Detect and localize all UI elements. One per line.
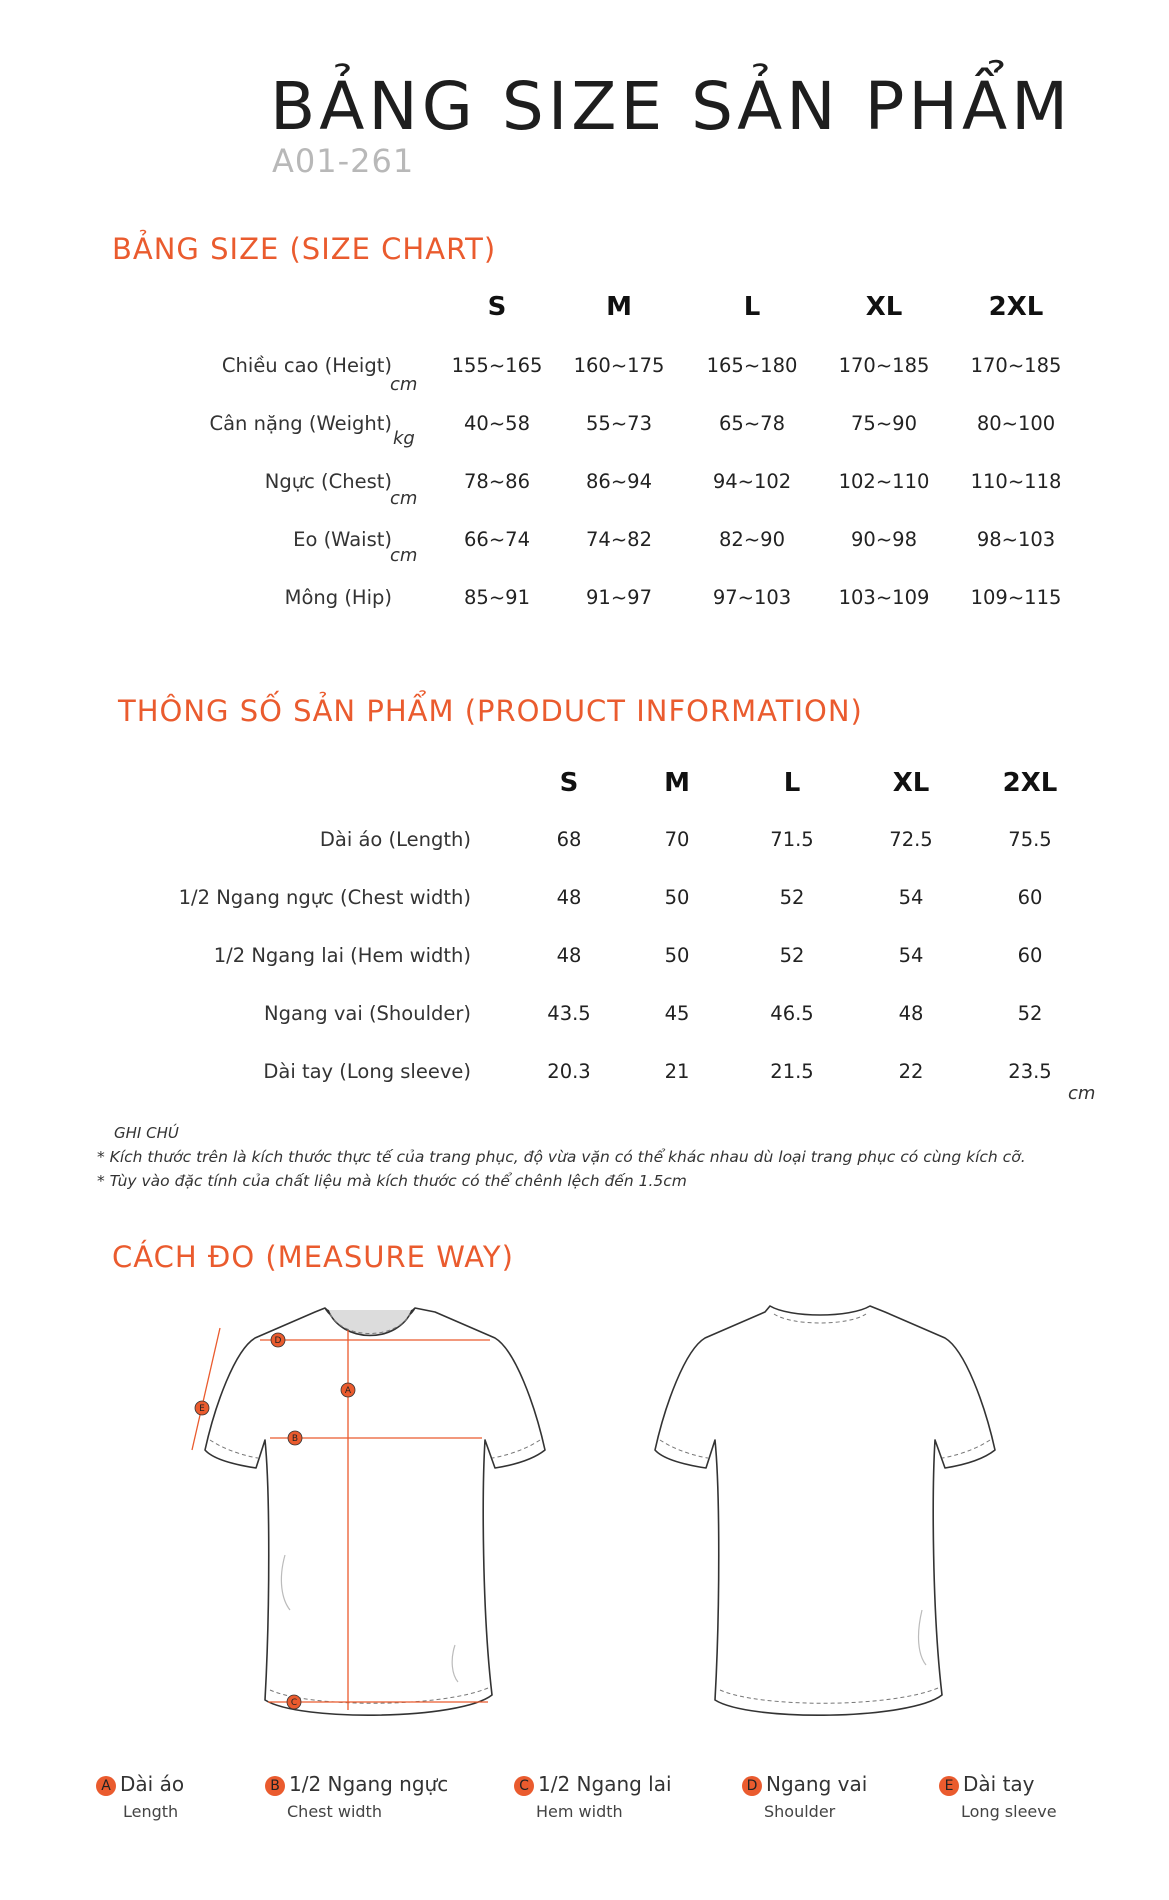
size-cell: 160~175 <box>573 354 665 377</box>
legend-sub: Shoulder <box>764 1802 836 1821</box>
size-cell: 94~102 <box>712 470 792 493</box>
size-cell: 109~115 <box>970 586 1062 609</box>
legend-item-a <box>96 1772 184 1832</box>
size-cell: 91~97 <box>586 586 652 609</box>
size-cell: 40~58 <box>464 412 530 435</box>
legend-label: Ngang vai <box>766 1772 868 1796</box>
size-cell: 170~185 <box>838 354 930 377</box>
size-header-2xl: 2XL <box>988 292 1044 322</box>
size-row-unit: cm <box>390 545 418 566</box>
legend-item-c <box>514 1772 672 1832</box>
size-cell: 86~94 <box>586 470 652 493</box>
badge-a: A <box>96 1776 116 1796</box>
size-header-l: L <box>743 292 761 322</box>
tshirt-back-diagram <box>640 1290 1010 1730</box>
product-header-s: S <box>559 768 579 798</box>
size-cell: 74~82 <box>586 528 652 551</box>
size-row-label: Cân nặng (Weight) <box>209 412 392 435</box>
product-info-title: THÔNG SỐ SẢN PHẨM (PRODUCT INFORMATION) <box>118 694 863 728</box>
size-cell: 90~98 <box>851 528 917 551</box>
size-cell: 78~86 <box>464 470 530 493</box>
product-code: A01-261 <box>272 142 415 180</box>
product-header-m: M <box>664 768 690 798</box>
legend-item-b <box>265 1772 448 1832</box>
product-cell: 50 <box>664 886 690 909</box>
product-cell: 75.5 <box>1008 828 1052 851</box>
product-cell: 50 <box>664 944 690 967</box>
product-row-label: Dài áo (Length) <box>319 828 471 851</box>
size-row-unit: cm <box>390 488 418 509</box>
size-row-label: Ngực (Chest) <box>264 470 392 493</box>
product-cell: 48 <box>556 944 582 967</box>
size-header-s: S <box>487 292 507 322</box>
product-cell: 68 <box>556 828 582 851</box>
size-cell: 97~103 <box>712 586 792 609</box>
svg-text:E: E <box>199 1404 205 1414</box>
product-cell: 21 <box>664 1060 690 1083</box>
size-cell: 110~118 <box>970 470 1062 493</box>
size-cell: 82~90 <box>719 528 785 551</box>
size-row-label: Mông (Hip) <box>284 586 392 609</box>
badge-c: C <box>514 1776 534 1796</box>
size-row-unit: cm <box>390 374 418 395</box>
product-row-label: Dài tay (Long sleeve) <box>263 1060 471 1083</box>
product-cell: 48 <box>898 1002 924 1025</box>
size-cell: 170~185 <box>970 354 1062 377</box>
product-cell: 21.5 <box>770 1060 814 1083</box>
legend-sub: Hem width <box>536 1802 623 1821</box>
product-cell: 71.5 <box>770 828 814 851</box>
measure-title: CÁCH ĐO (MEASURE WAY) <box>112 1240 514 1274</box>
size-header-m: M <box>606 292 632 322</box>
product-cell: 70 <box>664 828 690 851</box>
notes-title: GHI CHÚ <box>114 1124 179 1142</box>
product-row-label: 1/2 Ngang ngực (Chest width) <box>178 886 471 909</box>
legend-sub: Length <box>123 1802 179 1821</box>
legend-label: 1/2 Ngang ngực <box>289 1772 449 1796</box>
size-chart-title: BẢNG SIZE (SIZE CHART) <box>112 232 497 266</box>
legend-label: 1/2 Ngang lai <box>538 1772 672 1796</box>
product-cell: 20.3 <box>547 1060 591 1083</box>
size-cell: 55~73 <box>586 412 652 435</box>
size-cell: 80~100 <box>976 412 1056 435</box>
note-line: * Kích thước trên là kích thước thực tế của trang phục, độ vừa vặn có thể khác nhau dù loại trang phục có cùng kích cỡ. <box>97 1148 1026 1166</box>
svg-text:D: D <box>274 1336 282 1346</box>
legend-sub: Long sleeve <box>961 1802 1057 1821</box>
product-cell: 45 <box>664 1002 690 1025</box>
size-header-xl: XL <box>865 292 903 322</box>
size-cell: 98~103 <box>976 528 1056 551</box>
svg-text:B: B <box>291 1434 299 1444</box>
size-row-label: Eo (Waist) <box>293 528 392 551</box>
size-cell: 165~180 <box>706 354 798 377</box>
size-cell: 66~74 <box>464 528 530 551</box>
legend-sub: Chest width <box>287 1802 382 1821</box>
page-title: BẢNG SIZE SẢN PHẨM <box>270 68 1073 145</box>
product-row-label: Ngang vai (Shoulder) <box>263 1002 471 1025</box>
badge-d: D <box>742 1776 762 1796</box>
product-cell: 60 <box>1017 944 1043 967</box>
size-cell: 75~90 <box>851 412 917 435</box>
product-header-l: L <box>783 768 801 798</box>
size-cell: 102~110 <box>838 470 930 493</box>
legend-label: Dài tay <box>963 1772 1035 1796</box>
product-row-label: 1/2 Ngang lai (Hem width) <box>213 944 471 967</box>
legend-label: Dài áo <box>120 1772 185 1796</box>
product-unit: cm <box>1068 1083 1096 1104</box>
badge-b: B <box>265 1776 285 1796</box>
product-cell: 46.5 <box>770 1002 814 1025</box>
tshirt-front-diagram <box>190 1290 560 1730</box>
note-line: * Tùy vào đặc tính của chất liệu mà kích thước có thể chênh lệch đến 1.5cm <box>97 1172 687 1190</box>
product-cell: 72.5 <box>889 828 933 851</box>
size-cell: 103~109 <box>838 586 930 609</box>
svg-text:A: A <box>344 1386 352 1396</box>
legend-item-e <box>939 1772 1057 1832</box>
product-cell: 52 <box>779 944 805 967</box>
product-header-xl: XL <box>892 768 930 798</box>
size-row-unit: kg <box>393 428 415 449</box>
product-cell: 60 <box>1017 886 1043 909</box>
svg-text:C: C <box>290 1698 298 1708</box>
size-cell: 155~165 <box>451 354 543 377</box>
size-row-label: Chiều cao (Heigt) <box>221 354 392 377</box>
size-cell: 85~91 <box>464 586 530 609</box>
product-cell: 23.5 <box>1008 1060 1052 1083</box>
product-cell: 43.5 <box>547 1002 591 1025</box>
product-cell: 54 <box>898 944 924 967</box>
legend-item-d <box>742 1772 867 1832</box>
product-cell: 22 <box>898 1060 924 1083</box>
product-cell: 52 <box>779 886 805 909</box>
product-header-2xl: 2XL <box>1002 768 1058 798</box>
size-cell: 65~78 <box>719 412 785 435</box>
product-cell: 48 <box>556 886 582 909</box>
badge-e: E <box>939 1776 959 1796</box>
product-cell: 54 <box>898 886 924 909</box>
product-cell: 52 <box>1017 1002 1043 1025</box>
